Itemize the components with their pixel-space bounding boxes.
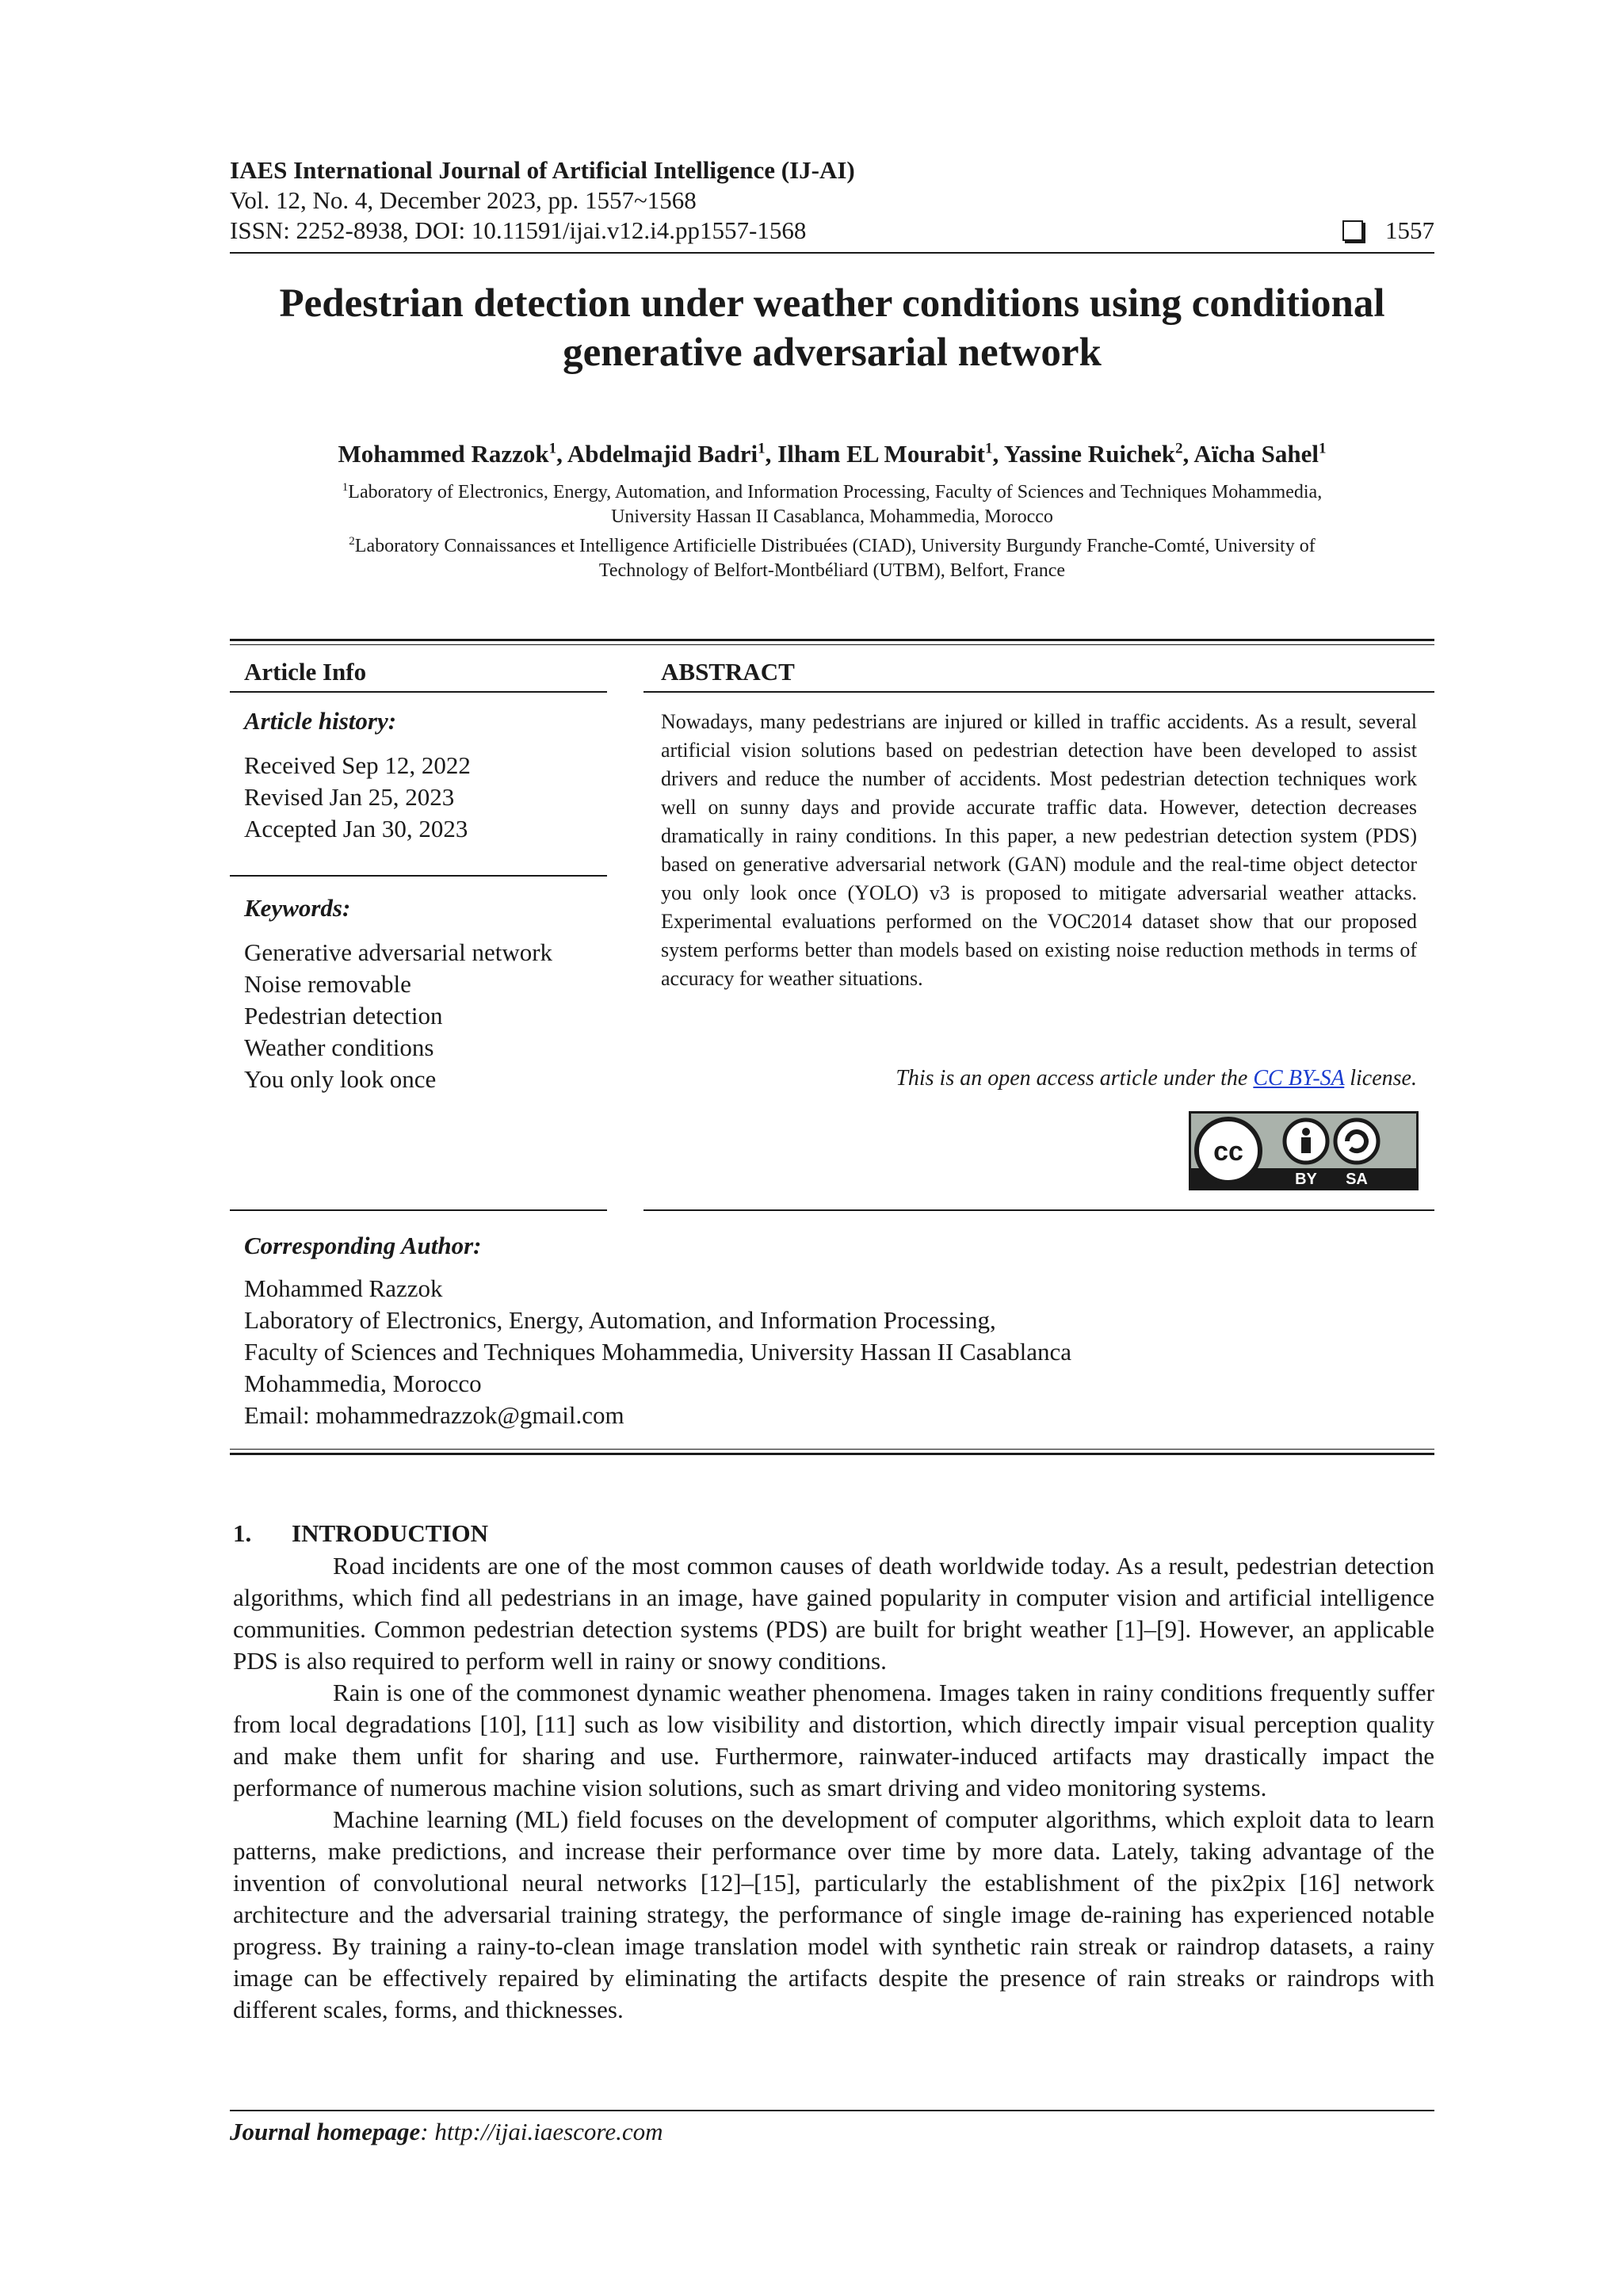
author: Aïcha Sahel$^1$: [1193, 440, 1327, 468]
page-number: 1557: [1385, 216, 1434, 244]
license-prefix: This is an open access article under the: [896, 1066, 1254, 1091]
left-bottom-rule: [230, 1209, 607, 1211]
info-bottom-rule-thin: [230, 1449, 1434, 1450]
author-list: [158, 440, 1506, 468]
affiliation-1-cont: University Hassan II Casablanca, Mohammedia, Morocco: [611, 506, 1053, 527]
title-line-2: generative adversarial network: [563, 330, 1102, 375]
journal-title: IAES International Journal of Artificial Intelligence (IJ-AI): [230, 156, 855, 184]
journal-volume: Vol. 12, No. 4, December 2023, pp. 1557~1568: [230, 186, 697, 214]
title-line-1: Pedestrian detection under weather conditions using conditional: [279, 281, 1385, 326]
affiliations: [230, 476, 1434, 583]
info-bottom-rule: [230, 1453, 1434, 1455]
footer-rule: [230, 2110, 1434, 2111]
homepage-url[interactable]: : http://ijai.iaescore.com: [420, 2118, 663, 2145]
author: Mohammed Razzok$^1$,: [338, 440, 567, 468]
article-info-panel: [230, 658, 607, 1095]
info-top-rule-thin: [230, 644, 1434, 645]
section-number: 1.: [233, 1519, 252, 1547]
affiliation-1: $^1$Laboratory of Electronics, Energy, Automation, and Information Processing, Faculty of Sciences and Techniques Mohammedia,: [342, 481, 1323, 502]
abstract-panel: [643, 658, 1434, 693]
section-title: INTRODUCTION: [292, 1519, 489, 1547]
author: Ilham EL Mourabit$^1$,: [777, 440, 1004, 468]
article-info-heading: Article Info: [244, 658, 367, 686]
paragraph: Rain is one of the commonest dynamic weather phenomena. Images taken in rainy conditions frequently suffer from local degradations [10], [11] such as low visibility and distortion, which directly impair visual perception quality and make them unfit for sharing and use. Furthermore, rainwater-induced artifacts may drastically impact the performance of numerous machine vision solutions, such as smart driving and video monitoring systems.: [233, 1679, 1434, 1801]
cc-letters-icon: cc: [1213, 1137, 1243, 1167]
keywords-heading: Keywords:: [244, 894, 351, 922]
affiliation-2: $^2$Laboratory Connaissances et Intelligence Artificielle Distribuées (CIAD), University Burgundy Franche-Comté, University of: [349, 535, 1316, 556]
affiliation-2-cont: Technology of Belfort-Montbéliard (UTBM), Belfort, France: [598, 560, 1066, 581]
corresponding-line: Mohammedia, Morocco: [244, 1370, 482, 1397]
keyword: Pedestrian detection: [244, 1002, 443, 1030]
paragraph: Road incidents are one of the most common causes of death worldwide today. As a result, pedestrian detection algorithms, which find all pedestrians in an image, have gained popularity in computer vision and artificial intelligence communities. Common pedestrian detection systems (PDS) are built for bright weather [1]–[9]. However, an applicable PDS is also required to perform well in rainy or snowy conditions.: [233, 1552, 1434, 1675]
header-rule: [230, 252, 1434, 254]
corresponding-name: Mohammed Razzok: [244, 1274, 443, 1302]
article-history-heading: Article history:: [244, 707, 397, 735]
article-history: [230, 750, 607, 845]
journal-header: [230, 155, 1434, 246]
corresponding-email[interactable]: Email: mohammedrazzok@gmail.com: [244, 1401, 624, 1429]
introduction-body: [233, 1550, 1434, 2026]
share-alike-icon: [1335, 1120, 1378, 1163]
keywords-rule: [230, 875, 607, 877]
section-heading: [233, 1519, 488, 1548]
corresponding-line: Laboratory of Electronics, Energy, Automation, and Information Processing,: [244, 1306, 996, 1334]
keyword: Noise removable: [244, 970, 411, 998]
license-note: [661, 1066, 1417, 1091]
author: Yassine Ruichek$^2$,: [1003, 440, 1194, 468]
homepage-label: Journal homepage: [230, 2118, 421, 2145]
revised-date: Revised Jan 25, 2023: [244, 783, 455, 811]
corresponding-line: Faculty of Sciences and Techniques Mohammedia, University Hassan II Casablanca: [244, 1338, 1072, 1366]
author: Abdelmajid Badri$^1$,: [567, 440, 778, 468]
article-info-rule: [230, 691, 607, 693]
page-number-group: [1342, 216, 1434, 246]
info-top-rule: [230, 639, 1434, 641]
abstract-heading: ABSTRACT: [661, 658, 795, 686]
abstract-rule: [643, 691, 1434, 693]
license-suffix: license.: [1344, 1066, 1417, 1091]
person-head-icon: [1302, 1128, 1310, 1136]
cc-badge-graphic: [1189, 1111, 1419, 1190]
right-bottom-rule: [643, 1209, 1434, 1211]
corresponding-heading: Corresponding Author:: [244, 1232, 482, 1259]
journal-homepage: [230, 2118, 663, 2146]
person-body-icon: [1301, 1137, 1311, 1153]
badge-by-text: BY: [1295, 1171, 1317, 1188]
keywords-list: [230, 937, 607, 1095]
checkbox-square-icon: [1342, 220, 1363, 241]
keyword: Weather conditions: [244, 1033, 434, 1061]
corresponding-author: [244, 1230, 1433, 1431]
journal-issn: ISSN: 2252-8938, DOI: 10.11591/ijai.v12.i4.pp1557-1568: [230, 216, 807, 244]
paragraph: Machine learning (ML) field focuses on the development of computer algorithms, which exploit data to learn patterns, make predictions, and increase their performance over time by more data. Lately, taking advantage of the invention of convolutional neural networks [12]–[15], particularly the establishment of the pix2pix [16] network architecture and the adversarial training strategy, the performance of single image de-raining has experienced notable progress. By training a rainy-to-clean image translation model with synthetic rain streak or raindrop datasets, a rainy image can be effectively repaired by eliminating the artifacts despite the presence of rain streaks or raindrops with different scales, forms, and thicknesses.: [233, 1805, 1434, 2023]
cc-by-sa-badge[interactable]: [1189, 1111, 1419, 1190]
abstract-text: Nowadays, many pedestrians are injured or killed in traffic accidents. As a result, several artificial vision solutions based on pedestrian detection have been developed to assist drivers and reduce the number of accidents. Most pedestrian detection techniques work well on sunny days and provide accurate traffic data. However, detection decreases dramatically in rainy conditions. In this paper, a new pedestrian detection system (PDS) based on generative adversarial network (GAN) module and the real-time object detector you only look once (YOLO) v3 is proposed to mitigate adversarial weather attacks. Experimental evaluations performed on the VOC2014 dataset show that our proposed system performs better than models based on existing noise reduction methods in terms of accuracy for weather situations.: [661, 710, 1417, 990]
cc-by-sa-link[interactable]: CC BY-SA: [1253, 1066, 1345, 1091]
received-date: Received Sep 12, 2022: [244, 751, 471, 779]
paper-title: [158, 279, 1506, 377]
keyword: You only look once: [244, 1065, 437, 1093]
keyword: Generative adversarial network: [244, 938, 553, 966]
badge-sa-text: SA: [1346, 1171, 1368, 1188]
accepted-date: Accepted Jan 30, 2023: [244, 815, 468, 842]
